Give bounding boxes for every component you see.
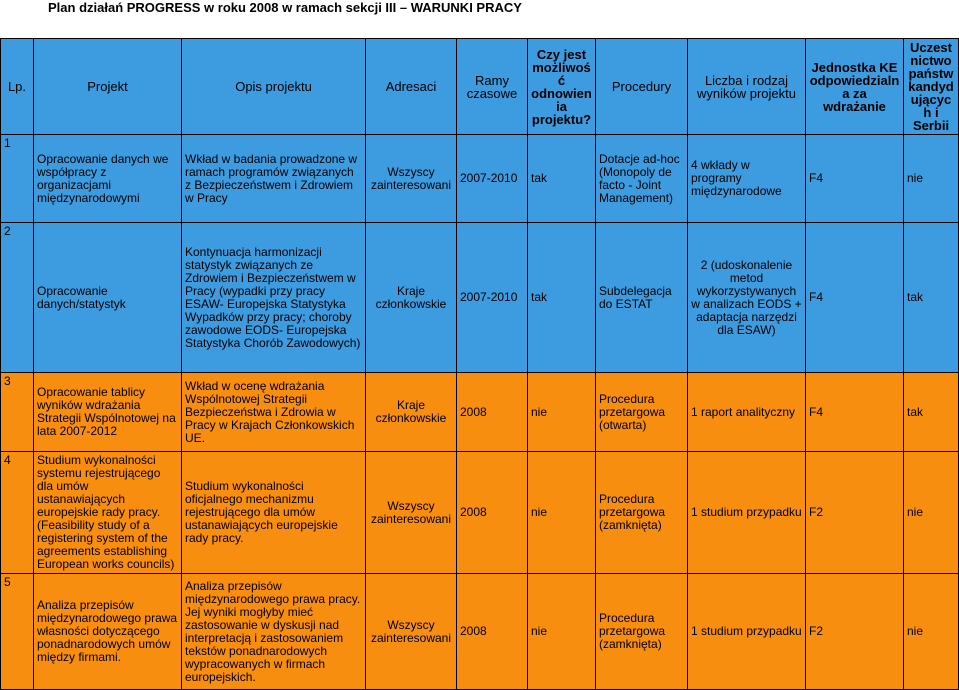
candidate-participation-cell: tak xyxy=(904,373,959,452)
header-procedury: Procedury xyxy=(596,39,688,135)
project-cell: Opracowanie danych/statystyk xyxy=(34,223,182,373)
timeframe-cell: 2008 xyxy=(457,574,528,690)
row-number: 1 xyxy=(1,135,34,223)
description-cell: Wkład w badania prowadzone w ramach programów związanych z Bezpieczeństwem i Zdrowiem w Pracy xyxy=(182,135,366,223)
table-row xyxy=(1,373,959,452)
procedure-cell: Dotacje ad-hoc (Monopoly de facto - Joint Management) xyxy=(596,135,688,223)
table-row xyxy=(1,135,959,223)
project-cell: Studium wykonalności systemu rejestrującego dla umów ustanawiających europejskie rady pracy. (Feasibility study of a registering system of the agreements establishing European works councils) xyxy=(34,452,182,574)
renewal-cell: nie xyxy=(528,452,596,574)
table-row xyxy=(1,223,959,373)
project-cell: Opracowanie tablicy wyników wdrażania Strategii Wspólnotowej na lata 2007-2012 xyxy=(34,373,182,452)
results-cell: 1 studium przypadku xyxy=(688,574,806,690)
recipients-cell: Wszyscy zainteresowani xyxy=(366,574,457,690)
row-number: 5 xyxy=(1,574,34,690)
recipients-cell: Kraje członkowskie xyxy=(366,373,457,452)
document-title: Plan działań PROGRESS w roku 2008 w ramach sekcji III – WARUNKI PRACY xyxy=(48,0,522,15)
renewal-cell: nie xyxy=(528,574,596,690)
header-projekt: Projekt xyxy=(34,39,182,135)
description-cell: Wkład w ocenę wdrażania Wspólnotowej Strategii Bezpieczeństwa i Zdrowia w Pracy w Krajach Członkowskich UE. xyxy=(182,373,366,452)
unit-cell: F4 xyxy=(806,373,904,452)
project-cell: Opracowanie danych we współpracy z organizacjami międzynarodowymi xyxy=(34,135,182,223)
description-cell: Studium wykonalności oficjalnego mechanizmu rejestrującego dla umów ustanawiających europejskie rady pracy. xyxy=(182,452,366,574)
description-cell: Analiza przepisów międzynarodowego prawa pracy. Jej wyniki mogłyby mieć zastosowanie w dyskusji nad interpretacją i zastosowaniem tekstów ponadnarodowych wypracowanych w firmach europejskich. xyxy=(182,574,366,690)
renewal-cell: tak xyxy=(528,223,596,373)
row-number: 3 xyxy=(1,373,34,452)
procedure-cell: Procedura przetargowa (otwarta) xyxy=(596,373,688,452)
timeframe-cell: 2008 xyxy=(457,452,528,574)
header-ramy: Ramy czasowe xyxy=(457,39,528,135)
header-odnowienie: Czy jest możliwość odnowienia projektu? xyxy=(528,39,596,135)
results-cell: 1 studium przypadku xyxy=(688,452,806,574)
procedure-cell: Procedura przetargowa (zamknięta) xyxy=(596,452,688,574)
unit-cell: F2 xyxy=(806,574,904,690)
results-cell: 1 raport analityczny xyxy=(688,373,806,452)
results-cell: 2 (udoskonalenie metod wykorzystywanych w analizach EODS + adaptacja narzędzi dla ESAW) xyxy=(688,223,806,373)
renewal-cell: nie xyxy=(528,373,596,452)
row-number: 4 xyxy=(1,452,34,574)
row-number: 2 xyxy=(1,223,34,373)
header-serbia: Uczestnictwo państw kandydujących i Serbii xyxy=(904,39,959,135)
header-wyniki: Liczba i rodzaj wyników projektu xyxy=(688,39,806,135)
header-row xyxy=(1,39,959,135)
project-cell: Analiza przepisów międzynarodowego prawa własności dotyczącego ponadnarodowych umów między firmami. xyxy=(34,574,182,690)
recipients-cell: Wszyscy zainteresowani xyxy=(366,135,457,223)
candidate-participation-cell: nie xyxy=(904,574,959,690)
unit-cell: F4 xyxy=(806,223,904,373)
results-cell: 4 wkłady w programy międzynarodowe xyxy=(688,135,806,223)
unit-cell: F4 xyxy=(806,135,904,223)
header-opis: Opis projektu xyxy=(182,39,366,135)
header-lp: Lp. xyxy=(1,39,34,135)
header-jednostka: Jednostka KE odpowiedzialna za wdrażanie xyxy=(806,39,904,135)
header-adresaci: Adresaci xyxy=(366,39,457,135)
table-row xyxy=(1,452,959,574)
timeframe-cell: 2007-2010 xyxy=(457,135,528,223)
action-plan-table xyxy=(0,38,959,690)
candidate-participation-cell: nie xyxy=(904,135,959,223)
table-row xyxy=(1,574,959,690)
procedure-cell: Subdelegacja do ESTAT xyxy=(596,223,688,373)
recipients-cell: Kraje członkowskie xyxy=(366,223,457,373)
recipients-cell: Wszyscy zainteresowani xyxy=(366,452,457,574)
description-cell: Kontynuacja harmonizacji statystyk związanych ze Zdrowiem i Bezpieczeństwem w Pracy (wypadki przy pracy ESAW- Europejska Statystyka Wypadków przy pracy; choroby zawodowe EODS- Europejska Statystyka Chorób Zawodowych) xyxy=(182,223,366,373)
timeframe-cell: 2008 xyxy=(457,373,528,452)
procedure-cell: Procedura przetargowa (zamknięta) xyxy=(596,574,688,690)
timeframe-cell: 2007-2010 xyxy=(457,223,528,373)
candidate-participation-cell: nie xyxy=(904,452,959,574)
unit-cell: F2 xyxy=(806,452,904,574)
renewal-cell: tak xyxy=(528,135,596,223)
candidate-participation-cell: tak xyxy=(904,223,959,373)
